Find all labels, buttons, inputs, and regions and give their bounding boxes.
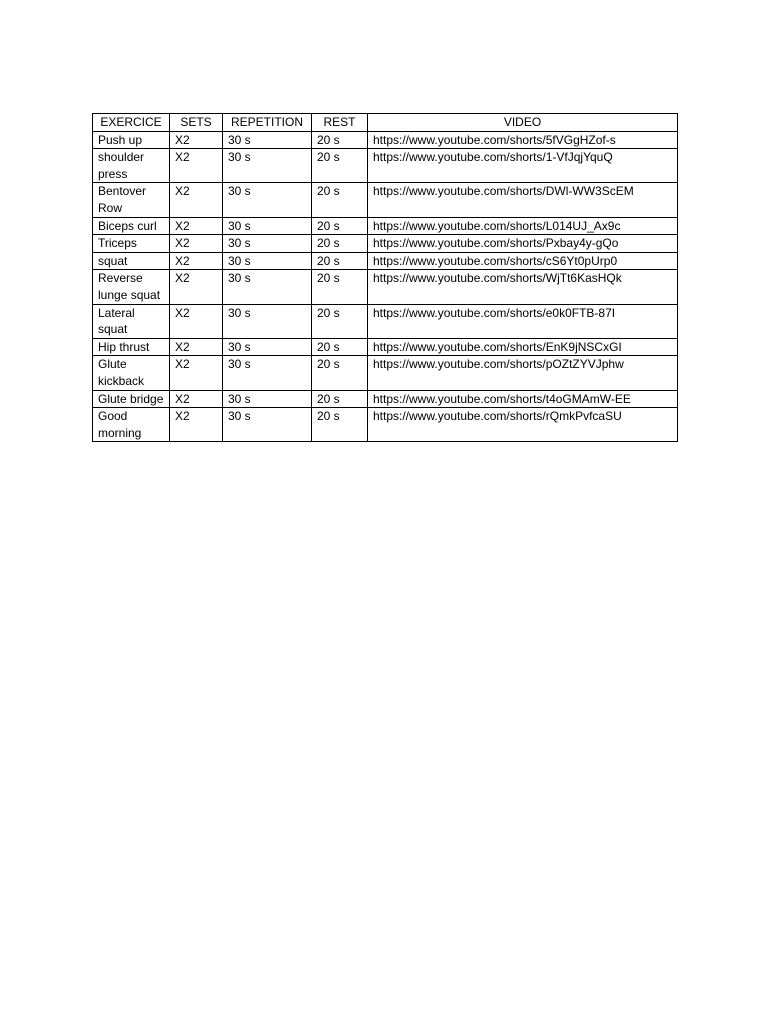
table-row bbox=[93, 149, 678, 183]
rest-cell: 20 s bbox=[312, 390, 368, 408]
repetition-cell: 30 s bbox=[223, 356, 312, 390]
repetition-cell: 30 s bbox=[223, 304, 312, 338]
sets-cell: X2 bbox=[170, 304, 223, 338]
rest-cell: 20 s bbox=[312, 149, 368, 183]
sets-cell: X2 bbox=[170, 183, 223, 217]
header-exercise: EXERCICE bbox=[93, 114, 170, 132]
header-sets: SETS bbox=[170, 114, 223, 132]
exercise-cell: Triceps bbox=[93, 235, 170, 253]
table-row bbox=[93, 270, 678, 304]
rest-cell: 20 s bbox=[312, 270, 368, 304]
video-link-cell[interactable]: https://www.youtube.com/shorts/EnK9jNSCxGI bbox=[368, 338, 678, 356]
table-row bbox=[93, 408, 678, 442]
repetition-cell: 30 s bbox=[223, 338, 312, 356]
rest-cell: 20 s bbox=[312, 356, 368, 390]
header-video: VIDEO bbox=[368, 114, 678, 132]
video-link-cell[interactable]: https://www.youtube.com/shorts/pOZtZYVJphw bbox=[368, 356, 678, 390]
exercise-cell: Good morning bbox=[93, 408, 170, 442]
sets-cell: X2 bbox=[170, 149, 223, 183]
sets-cell: X2 bbox=[170, 131, 223, 149]
exercise-cell: Glute kickback bbox=[93, 356, 170, 390]
sets-cell: X2 bbox=[170, 338, 223, 356]
repetition-cell: 30 s bbox=[223, 149, 312, 183]
exercise-cell: Biceps curl bbox=[93, 217, 170, 235]
video-link-cell[interactable]: https://www.youtube.com/shorts/t4oGMAmW-EE bbox=[368, 390, 678, 408]
rest-cell: 20 s bbox=[312, 304, 368, 338]
rest-cell: 20 s bbox=[312, 408, 368, 442]
header-rest: REST bbox=[312, 114, 368, 132]
table-row bbox=[93, 304, 678, 338]
exercise-cell: Bentover Row bbox=[93, 183, 170, 217]
repetition-cell: 30 s bbox=[223, 252, 312, 270]
video-link-cell[interactable]: https://www.youtube.com/shorts/e0k0FTB-87I bbox=[368, 304, 678, 338]
rest-cell: 20 s bbox=[312, 252, 368, 270]
sets-cell: X2 bbox=[170, 408, 223, 442]
table-row bbox=[93, 183, 678, 217]
exercise-cell: Push up bbox=[93, 131, 170, 149]
repetition-cell: 30 s bbox=[223, 270, 312, 304]
repetition-cell: 30 s bbox=[223, 131, 312, 149]
repetition-cell: 30 s bbox=[223, 408, 312, 442]
sets-cell: X2 bbox=[170, 356, 223, 390]
video-link-cell[interactable]: https://www.youtube.com/shorts/L014UJ_Ax9c bbox=[368, 217, 678, 235]
rest-cell: 20 s bbox=[312, 131, 368, 149]
rest-cell: 20 s bbox=[312, 235, 368, 253]
video-link-cell[interactable]: https://www.youtube.com/shorts/1-VfJqjYquQ bbox=[368, 149, 678, 183]
repetition-cell: 30 s bbox=[223, 183, 312, 217]
video-link-cell[interactable]: https://www.youtube.com/shorts/rQmkPvfcaSU bbox=[368, 408, 678, 442]
table-row bbox=[93, 252, 678, 270]
rest-cell: 20 s bbox=[312, 183, 368, 217]
sets-cell: X2 bbox=[170, 270, 223, 304]
video-link-cell[interactable]: https://www.youtube.com/shorts/Pxbay4y-gQo bbox=[368, 235, 678, 253]
table-row bbox=[93, 235, 678, 253]
repetition-cell: 30 s bbox=[223, 390, 312, 408]
header-repetition: REPETITION bbox=[223, 114, 312, 132]
rest-cell: 20 s bbox=[312, 217, 368, 235]
workout-table bbox=[92, 113, 678, 442]
sets-cell: X2 bbox=[170, 252, 223, 270]
table-row bbox=[93, 356, 678, 390]
repetition-cell: 30 s bbox=[223, 217, 312, 235]
video-link-cell[interactable]: https://www.youtube.com/shorts/DWl-WW3ScEM bbox=[368, 183, 678, 217]
exercise-cell: Reverse lunge squat bbox=[93, 270, 170, 304]
sets-cell: X2 bbox=[170, 235, 223, 253]
sets-cell: X2 bbox=[170, 217, 223, 235]
exercise-cell: shoulder press bbox=[93, 149, 170, 183]
table-row bbox=[93, 390, 678, 408]
table-header-row bbox=[93, 114, 678, 132]
exercise-cell: squat bbox=[93, 252, 170, 270]
table-row bbox=[93, 338, 678, 356]
sets-cell: X2 bbox=[170, 390, 223, 408]
table-row bbox=[93, 131, 678, 149]
table-row bbox=[93, 217, 678, 235]
rest-cell: 20 s bbox=[312, 338, 368, 356]
exercise-cell: Hip thrust bbox=[93, 338, 170, 356]
video-link-cell[interactable]: https://www.youtube.com/shorts/5fVGgHZof-s bbox=[368, 131, 678, 149]
exercise-cell: Glute bridge bbox=[93, 390, 170, 408]
repetition-cell: 30 s bbox=[223, 235, 312, 253]
exercise-cell: Lateral squat bbox=[93, 304, 170, 338]
video-link-cell[interactable]: https://www.youtube.com/shorts/WjTt6KasHQk bbox=[368, 270, 678, 304]
video-link-cell[interactable]: https://www.youtube.com/shorts/cS6Yt0pUrp0 bbox=[368, 252, 678, 270]
